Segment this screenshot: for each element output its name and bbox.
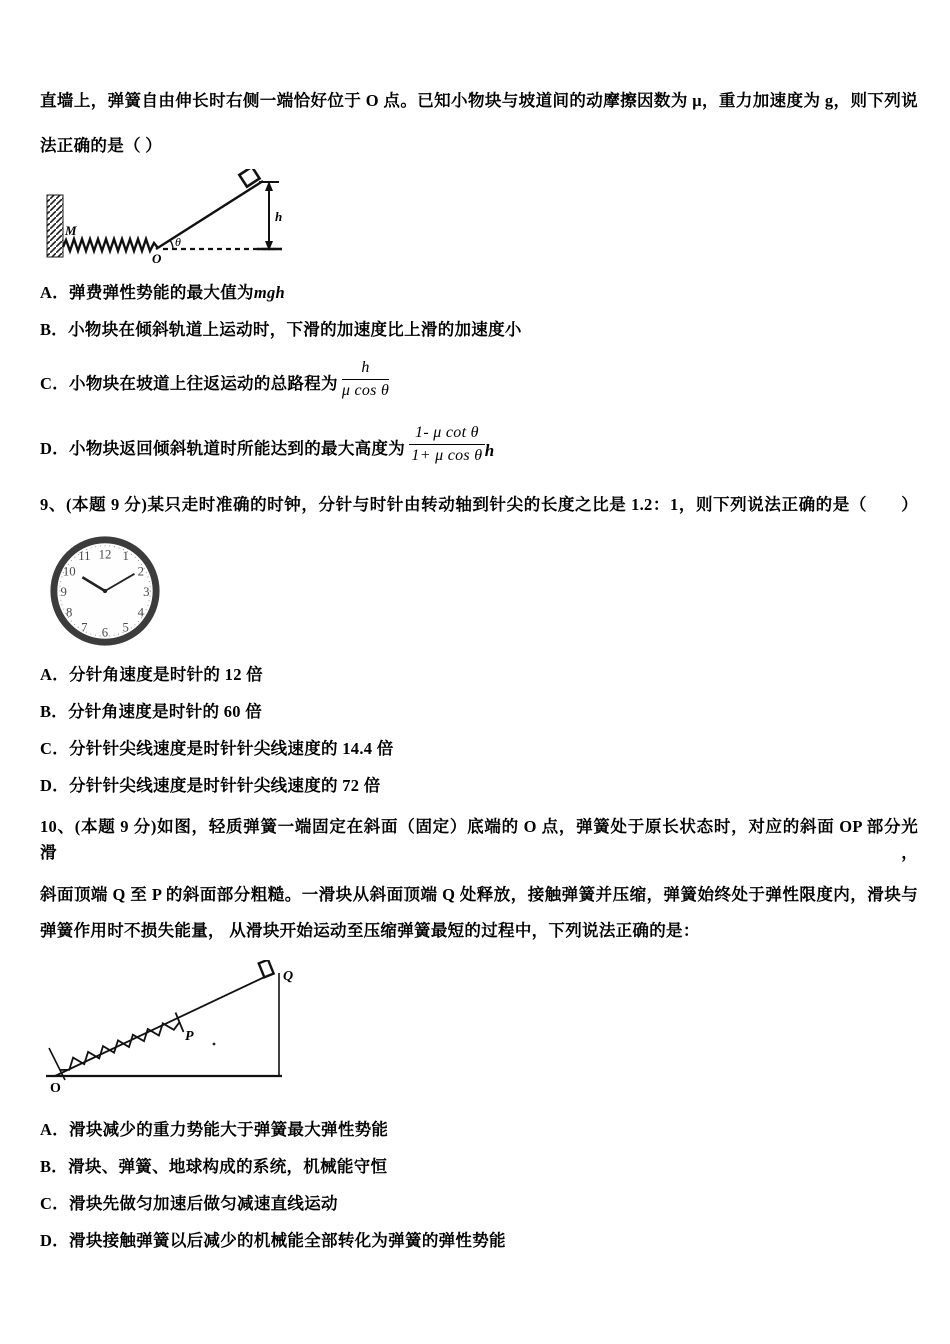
clock-numeral-5: 5 (122, 620, 129, 635)
q8-option-c-fraction (342, 358, 389, 401)
clock-numeral-10: 10 (62, 564, 76, 579)
q10-option-c: C．滑块先做匀加速后做匀减速直线运动 (40, 1194, 338, 1213)
clock-numeral-4: 4 (137, 605, 144, 620)
q8-option-d (40, 423, 918, 466)
question-10-options (40, 1118, 918, 1253)
slope-spring-figure (42, 960, 918, 1098)
q10-stem-line-2: 斜面顶端 Q 至 P 的斜面部分粗糙。一滑块从斜面顶端 Q 处释放，接触弹簧并压缩，弹簧始终处于弹性限度内，滑块与 (40, 885, 918, 904)
slope-spring-svg (42, 960, 342, 1098)
q8-option-d-text: D．小物块返回倾斜轨道时所能达到的最大高度为 (40, 439, 406, 458)
q8-option-b: B．小物块在倾斜轨道上运动时，下滑的加速度比上滑的加速度小 (40, 320, 522, 339)
q9-option-a: A．分针角速度是时针的 12 倍 (40, 665, 263, 684)
theta-arc (170, 240, 173, 249)
label-M: M (65, 223, 77, 238)
q8-stem-line-1: 直墙上，弹簧自由伸长时右侧一端恰好位于 O 点。已知小物块与坡道间的动摩擦因数为 μ，重力加速度为 g，则下列说 (40, 91, 918, 110)
clock-numeral-11: 11 (78, 549, 91, 564)
q10-option-d: D．滑块接触弹簧以后减少的机械能全部转化为弹簧的弹性势能 (40, 1231, 506, 1250)
speck-dot (213, 1043, 216, 1046)
clock-numeral-6: 6 (101, 625, 109, 640)
q8-d-suffix: h (484, 441, 495, 460)
clock-numeral-3: 3 (143, 584, 150, 599)
q8-stem-line-2: 法正确的是（ ） (40, 136, 163, 155)
q8-option-a (40, 281, 918, 305)
spring-incline-figure (44, 169, 918, 265)
q8-option-c (40, 358, 918, 401)
q9-option-d: D．分针针尖线速度是时针针尖线速度的 72 倍 (40, 776, 381, 795)
clock-numeral-8: 8 (66, 605, 73, 620)
clock-numeral-1: 1 (122, 549, 129, 564)
clock-center-dot (103, 589, 107, 593)
q9-option-b: B．分针角速度是时针的 60 倍 (40, 702, 263, 721)
q9-option-c: C．分针针尖线速度是时针针尖线速度的 14.4 倍 (40, 739, 394, 758)
clock-numeral-9: 9 (60, 584, 67, 599)
question-9-options (40, 663, 918, 798)
label-theta: θ (175, 235, 181, 249)
question-10-stem (40, 814, 918, 944)
q10-option-a: A．滑块减少的重力势能大于弹簧最大弹性势能 (40, 1120, 389, 1139)
q10-stem-line-3: 弹簧作用时不损失能量， 从滑块开始运动至压缩弹簧最短的过程中，下列说法正确的是： (40, 921, 700, 940)
spring-incline-svg (44, 169, 314, 265)
spring-icon (63, 239, 158, 251)
clock-svg (46, 532, 164, 650)
q8-option-c-text: C．小物块在坡道上往返运动的总路程为 (40, 374, 338, 393)
slope-block-icon (259, 960, 274, 977)
incline-line (156, 181, 263, 249)
question-8-stem (40, 88, 918, 159)
label-h: h (275, 209, 283, 224)
q10-stem-line-1: 10、(本题 9 分)如图，轻质弹簧一端固定在斜面（固定）底端的 O 点，弹簧处于原长状态时，对应的斜面 OP 部分光滑， (40, 817, 918, 862)
clock-numeral-12: 12 (98, 547, 112, 562)
label-Q: Q (283, 969, 294, 984)
wall-hatch (47, 195, 63, 257)
q8-option-d-fraction (409, 423, 485, 466)
question-9-stem: 9、(本题 9 分)某只走时准确的时钟，分针与时针由转动轴到针尖的长度之比是 1.2：1，则下列说法正确的是（ ） (40, 495, 918, 514)
q8-c-denominator: μ cos θ (341, 382, 390, 399)
q8-c-numerator: h (342, 358, 389, 380)
label-O2: O (50, 1081, 61, 1096)
q8-d-denominator: 1+ μ cos θ (411, 447, 483, 464)
label-O: O (152, 251, 162, 265)
q8-option-a-text: A．弹费弹性势能的最大值为 (40, 283, 254, 302)
clock-figure (46, 532, 918, 650)
clock-numeral-7: 7 (81, 620, 88, 635)
q10-option-b: B．滑块、弹簧、地球构成的系统，机械能守恒 (40, 1157, 388, 1176)
clock-numeral-2: 2 (137, 564, 144, 579)
q8-option-a-var: mgh (253, 283, 285, 302)
label-P: P (185, 1029, 194, 1044)
q8-d-numerator: 1- μ cot θ (409, 423, 485, 445)
question-8-options (40, 281, 918, 466)
